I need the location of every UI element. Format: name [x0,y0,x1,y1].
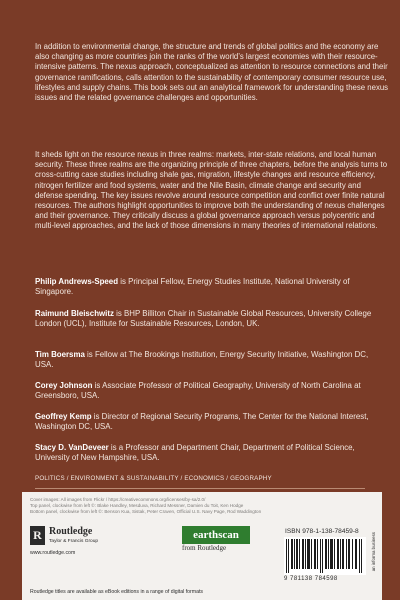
imprint-from: from Routledge [182,544,227,552]
publisher-name: Routledge [49,526,93,537]
author-name: Corey Johnson [35,381,93,390]
author-bio-2 [35,309,385,330]
divider [35,488,365,489]
barcode-number: 9 781138 784598 [284,576,338,582]
barcode-icon [284,537,366,575]
author-bio-3 [35,350,385,371]
author-bio-text: is Fellow at The Brookings Institution, Energy Security Initiative, Washington DC, USA. [35,350,369,370]
isbn: ISBN 978-1-138-78459-8 [285,528,359,535]
author-name: Raimund Bleischwitz [35,309,114,318]
description-paragraph-2: It sheds light on the resource nexus in three realms: markets, inter-state relations, and local human security. These three realms are the organizing principle of three chapters, before the analysis turns to cross-cutting case studies including shale gas, migration, lifestyle changes and resource efficiency, nitrogen fertilizer and food systems, water and the Nile Basin, climate change and security and defense spending. The key issues revolve around resource competition and conflict over finite natural resources. The authors highlight opportunities to improve both the understanding of nexus challenges and their governance. They critically discuss a global governance approach versus polycentric and multi-level approaches, and the lack of those dimensions in many theories of international relations. [35,150,388,231]
earthscan-logo-icon: earthscan [182,526,250,544]
subject-categories: POLITICS / ENVIRONMENT & SUSTAINABILITY / ECONOMICS / GEOGRAPHY [35,475,272,482]
author-name: Philip Andrews-Speed [35,277,119,286]
author-bio-text: is a Professor and Department Chair, Department of Political Science, University of New Hampshire, USA. [35,443,355,463]
vertical-tagline: an informa business [371,532,376,572]
author-bio-text: is Associate Professor of Political Geography, University of North Carolina at Greensboro, USA. [35,381,361,401]
ebook-note: Routledge titles are available as eBook editions in a range of digital formats [30,589,204,595]
author-name: Tim Boersma [35,350,85,359]
author-bio-1 [35,277,385,298]
credit-line: Top panel, clockwise from left ©: Blake Handley, Mesduva, Richard Messner, Damien du Toit, Ken Hodge [30,503,244,508]
author-bio-text: is BHP Billiton Chair in Sustainable Global Resources, University College London (UCL), Institute for Sustainable Resources, London, UK. [35,309,372,329]
publisher-subtitle: Taylor & Francis Group [49,539,99,544]
author-bio-5 [35,412,385,433]
credit-line: Cover images: All images from Flickr / https://creativecommons.org/licenses/by-sa/2.0/ [30,497,206,502]
author-bio-6 [35,443,385,464]
image-credits [30,497,380,515]
author-bio-text: is Principal Fellow, Energy Studies Institute, National University of Singapore. [35,277,350,297]
author-bio-4 [35,381,385,402]
routledge-logo-icon: R [30,526,45,545]
description-paragraph-1: In addition to environmental change, the structure and trends of global politics and the economy are also changing as more countries join the ranks of the world’s largest economies with their resource-intensive patterns. The nexus approach, conceptualized as attention to resource connections and their governance ramifications, calls attention to the sustainability of contemporary consumer resource use, lifestyles and supply chains. This book sets out an analytical framework for understanding these nexus issues and the related governance challenges and opportunities. [35,42,389,103]
credit-line: Bottom panel, clockwise from left ©: Benson Kua, Sistak, Peter Craven, Official U.S. Navy Page, Rod Waddington [30,509,262,514]
publisher-site[interactable]: www.routledge.com [30,550,76,556]
author-name: Stacy D. VanDeveer [35,443,109,452]
footer-panel [22,492,382,600]
author-bio-text: is Director of Regional Security Programs, The Center for the National Interest, Washington DC, USA. [35,412,369,432]
author-name: Geoffrey Kemp [35,412,92,421]
